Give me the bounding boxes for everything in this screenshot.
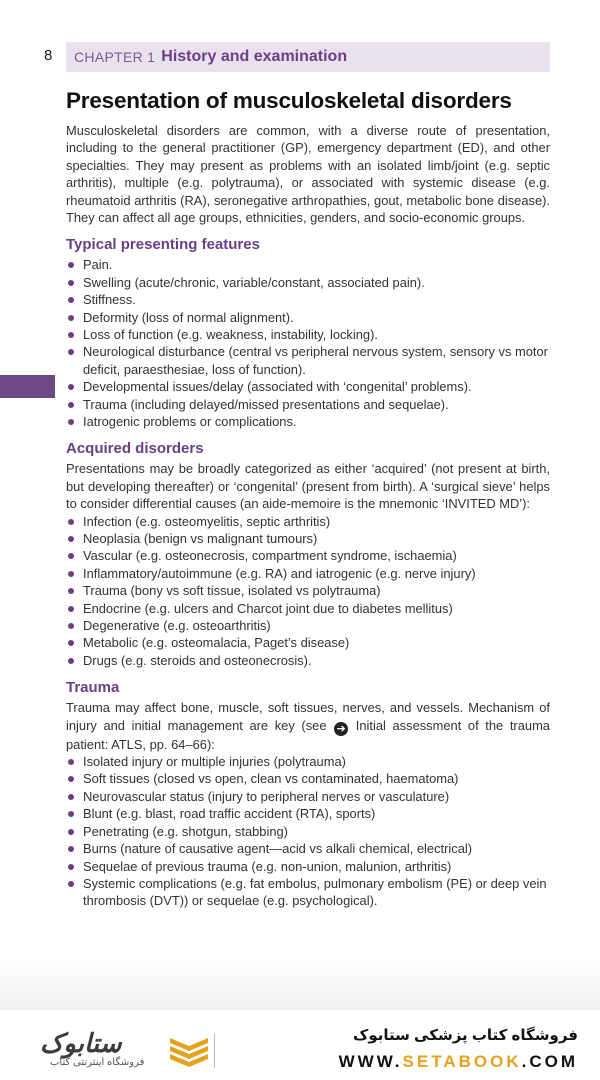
- list-item: Swelling (acute/chronic, variable/constant, associated pain).: [66, 274, 550, 291]
- acquired-disorders-heading: Acquired disorders: [66, 440, 204, 458]
- acquired-intro: Presentations may be broadly categorized as either ‘acquired’ (not present at birth, but developing thereafter) or ‘congenital’ (present from birth). A ‘surgical sieve’ helps to consider differential causes (an aide-memoire is the mnemonic ‘INVITED MD’):: [66, 461, 550, 512]
- list-item: Infection (e.g. osteomyelitis, septic arthritis): [66, 513, 550, 530]
- list-item: Deformity (loss of normal alignment).: [66, 309, 550, 326]
- list-item: Trauma (bony vs soft tissue, isolated vs polytrauma): [66, 582, 550, 599]
- bullet-icon: [68, 402, 74, 408]
- bullet-icon: [68, 794, 74, 800]
- bullet-icon: [68, 553, 74, 559]
- logo-divider: [214, 1034, 215, 1068]
- list-item: Neurovascular status (injury to peripheral nerves or vasculature): [66, 788, 550, 805]
- page-number: 8: [44, 47, 53, 64]
- logo-subtitle: فروشگاه اینترنتی کتاب: [50, 1057, 145, 1068]
- chapter-label: CHAPTER 1: [74, 49, 156, 65]
- bullet-icon: [68, 571, 74, 577]
- list-item: Developmental issues/delay (associated with ‘congenital’ problems).: [66, 378, 550, 395]
- bullet-icon: [68, 519, 74, 525]
- bullet-icon: [68, 384, 74, 390]
- bullet-icon: [68, 776, 74, 782]
- bullet-icon: [68, 280, 74, 286]
- store-url[interactable]: WWW.SETABOOK.COM: [338, 1052, 578, 1071]
- list-item: Neurological disturbance (central vs peripheral nervous system, sensory vs motor deficit, paraesthesiae, loss of function).: [66, 343, 550, 378]
- list-item: Endocrine (e.g. ulcers and Charcot joint due to diabetes mellitus): [66, 600, 550, 617]
- cross-reference-arrow-icon: ➔: [334, 722, 348, 736]
- list-item: Soft tissues (closed vs open, clean vs contaminated, haematoma): [66, 770, 550, 787]
- chapter-thumb-tab: [0, 375, 55, 398]
- trauma-list: [66, 753, 550, 910]
- bullet-icon: [68, 811, 74, 817]
- list-item: Burns (nature of causative agent—acid vs alkali chemical, electrical): [66, 840, 550, 857]
- list-item: Drugs (e.g. steroids and osteonecrosis).: [66, 652, 550, 669]
- bullet-icon: [68, 623, 74, 629]
- bullet-icon: [68, 419, 74, 425]
- bullet-icon: [68, 829, 74, 835]
- intro-paragraph: Musculoskeletal disorders are common, with a diverse route of presentation, including to the general practitioner (GP), emergency department (ED), and other specialties. They may present as problems with an isolated limb/joint (e.g. septic arthritis), multiple (e.g. polytrauma), or associated with systemic disease (e.g. rheumatoid arthritis (RA), seronegative arthropathies, gout, metabolic bone disease). They can affect all age groups, ethnicities, genders, and socio-economic groups.: [66, 122, 550, 225]
- bullet-icon: [68, 315, 74, 321]
- bullet-icon: [68, 297, 74, 303]
- list-item: Iatrogenic problems or complications.: [66, 413, 550, 430]
- list-item: Inflammatory/autoimmune (e.g. RA) and iatrogenic (e.g. nerve injury): [66, 565, 550, 582]
- bullet-icon: [68, 759, 74, 765]
- bullet-icon: [68, 658, 74, 664]
- trauma-heading: Trauma: [66, 679, 120, 697]
- chapter-title: History and examination: [161, 48, 348, 65]
- page-content: [66, 88, 550, 910]
- bullet-icon: [68, 262, 74, 268]
- watermark-footer: [0, 1010, 600, 1080]
- bullet-icon: [68, 881, 74, 887]
- trauma-intro: Trauma may affect bone, muscle, soft tissues, nerves, and vessels. Mechanism of injury and initial management are key (see ➔ Initial assessment of the trauma patient: ATLS, pp. 64–66):: [66, 700, 550, 752]
- list-item: Blunt (e.g. blast, road traffic accident (RTA), sports): [66, 805, 550, 822]
- list-item: Stiffness.: [66, 291, 550, 308]
- list-item: Penetrating (e.g. shotgun, stabbing): [66, 823, 550, 840]
- bullet-icon: [68, 606, 74, 612]
- typical-features-list: [66, 256, 550, 430]
- bullet-icon: [68, 349, 74, 355]
- store-name: فروشگاه کتاب پزشکی ستابوک: [352, 1027, 578, 1044]
- store-logo[interactable]: [30, 1028, 230, 1072]
- bullet-icon: [68, 536, 74, 542]
- list-item: Systemic complications (e.g. fat embolus, pulmonary embolism (PE) or deep vein thrombosis (DVT)) or sequelae (e.g. psychological).: [66, 875, 550, 910]
- list-item: Loss of function (e.g. weakness, instability, locking).: [66, 326, 550, 343]
- bullet-icon: [68, 846, 74, 852]
- book-stack-icon: [168, 1030, 210, 1068]
- section-title: Presentation of musculoskeletal disorders: [66, 88, 512, 113]
- list-item: Trauma (including delayed/missed presentations and sequelae).: [66, 396, 550, 413]
- list-item: Isolated injury or multiple injuries (polytrauma): [66, 753, 550, 770]
- typical-features-heading: Typical presenting features: [66, 236, 260, 254]
- list-item: Metabolic (e.g. osteomalacia, Paget’s disease): [66, 634, 550, 651]
- bullet-icon: [68, 332, 74, 338]
- bullet-icon: [68, 640, 74, 646]
- list-item: Sequelae of previous trauma (e.g. non-union, malunion, arthritis): [66, 858, 550, 875]
- list-item: Pain.: [66, 256, 550, 273]
- list-item: Degenerative (e.g. osteoarthritis): [66, 617, 550, 634]
- bullet-icon: [68, 864, 74, 870]
- logo-wordmark: ستابوک: [40, 1028, 122, 1058]
- bullet-icon: [68, 588, 74, 594]
- list-item: Neoplasia (benign vs malignant tumours): [66, 530, 550, 547]
- list-item: Vascular (e.g. osteonecrosis, compartment syndrome, ischaemia): [66, 547, 550, 564]
- acquired-disorders-list: [66, 513, 550, 670]
- chapter-header: [66, 42, 550, 72]
